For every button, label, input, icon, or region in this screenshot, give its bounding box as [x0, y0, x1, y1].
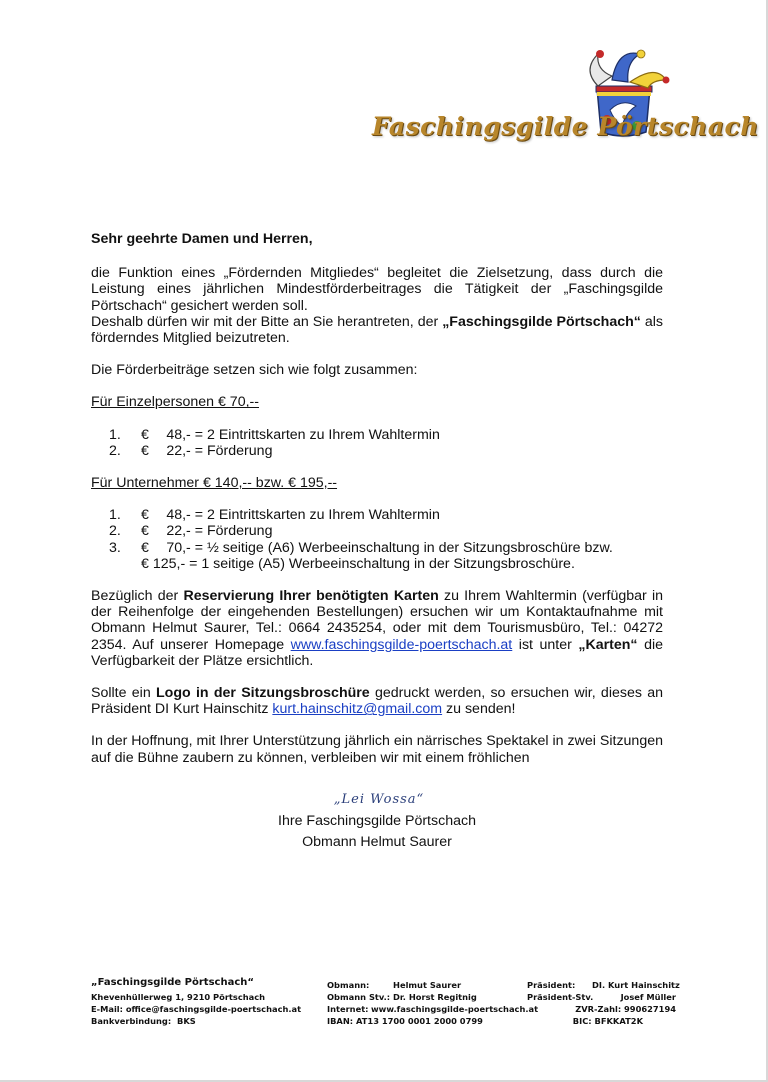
footer-praesident — [527, 979, 680, 991]
logo-request-text: gedruckt werden, so ersuchen wir, dieses an Präsident DI Kurt Hainschitz — [91, 685, 664, 718]
footer-praesident-stv — [527, 991, 676, 1003]
logo-request-paragraph — [91, 685, 663, 717]
request-text: Deshalb dürfen wir mit der Bitte an Sie herantreten, der — [91, 313, 443, 330]
closing-paragraph: In der Hoffnung, mit Ihrer Unterstützung jährlich ein närrisches Spektakel in zwei Sitzungen auf die Bühne zaubern zu können, verbleiben wir mit einem fröhlichen — [91, 733, 663, 766]
logo-request-text: zu senden! — [442, 701, 516, 718]
item-currency: € — [141, 442, 149, 459]
list-item — [91, 523, 663, 539]
footer-praesident-label: Präsident: — [527, 980, 576, 990]
companies-heading: Für Unternehmer € 140,-- bzw. € 195,-- — [91, 475, 338, 492]
footer-zvr — [527, 1003, 676, 1015]
reservation-text: die Verfügbarkeit der Plätze ersichtlich. — [91, 636, 663, 669]
composition-line: Die Förderbeiträge setzen sich wie folgt zusammen: — [91, 362, 418, 379]
logo-request-text: Sollte ein — [91, 685, 156, 702]
reservation-text: zu Ihrem Wahltermin (verfügbar in der Reihenfolge der eingehenden Bestellungen) ersuchen wir um Kontaktaufnahme mit Obmann Helmut Saurer, Tel.: 0664 2435254, oder mit dem Tourismusbüro, Tel.: 04272 2354. Auf unserer Homepage — [91, 588, 663, 653]
list-item — [91, 507, 663, 523]
reservation-text: ist unter — [512, 636, 579, 653]
footer-internet — [327, 1003, 538, 1015]
item-text: Förderung — [207, 442, 273, 459]
item-amount: 22,- = — [166, 523, 203, 540]
item-currency: € — [141, 539, 149, 556]
footer-internet-label: Internet: — [327, 1004, 369, 1014]
footer-bank-value: BKS — [177, 1016, 196, 1026]
logo — [360, 40, 759, 165]
list-item — [91, 443, 663, 459]
footer-address: Khevenhüllerweg 1, 9210 Pörtschach — [91, 992, 266, 1002]
footer-org-column — [91, 977, 301, 1027]
request-text-end: als förderndes Mitglied beizutreten. — [91, 313, 663, 347]
jester-hat-icon — [360, 40, 759, 165]
intro-paragraph: die Funktion eines „Fördernden Mitgliedes“ begleitet die Zielsetzung, dass durch die Leistung eines jährlichen Mindestförderbeitrages die Tätigkeit der „Faschingsgilde Pörtschach“ gesichert werden soll. — [91, 265, 663, 314]
reservation-paragraph — [91, 588, 663, 669]
footer-praesident-stv-label: Präsident-Stv. — [527, 992, 594, 1002]
email-link[interactable]: kurt.hainschitz@gmail.com — [272, 701, 443, 718]
footer-internet-value: www.faschingsgilde-poertschach.at — [371, 1004, 539, 1014]
item-number: 1. — [109, 507, 121, 524]
item-text: 2 Eintrittskarten zu Ihrem Wahltermin — [207, 426, 440, 443]
footer-board-column — [527, 979, 680, 1027]
item-number: 3. — [109, 539, 121, 556]
footer-obmann-stv-value: Dr. Horst Regitnig — [393, 992, 477, 1002]
footer-obmann — [327, 979, 538, 991]
item-currency: € — [141, 426, 149, 443]
footer-bank — [91, 1015, 301, 1027]
signature-script: „Lei Wossa“ — [333, 791, 425, 807]
request-org-name: „Faschingsgilde Pörtschach“ — [442, 313, 641, 330]
reservation-text: Bezüglich der — [91, 588, 184, 605]
item-text: 2 Eintrittskarten zu Ihrem Wahltermin — [207, 507, 440, 524]
list-item — [91, 427, 663, 443]
logo-request-highlight: Logo in der Sitzungsbroschüre — [156, 685, 370, 702]
item-currency: € — [141, 523, 149, 540]
item-amount: 70,- = — [166, 539, 203, 556]
individuals-heading: Für Einzelpersonen € 70,-- — [91, 394, 259, 411]
item-number: 2. — [109, 523, 121, 540]
letter-body — [91, 231, 663, 850]
item-amount: 48,- = — [166, 426, 203, 443]
reservation-highlight: Reservierung Ihrer benötigten Karten — [183, 588, 439, 605]
item-amount: 48,- = — [166, 507, 203, 524]
footer-praesident-value: DI. Kurt Hainschitz — [592, 980, 680, 990]
footer-iban: IBAN: AT13 1700 0001 2000 0799 — [327, 1016, 483, 1026]
footer-bic-value: BIC: BFKKAT2K — [572, 1016, 643, 1026]
karten-highlight: „Karten“ — [578, 636, 638, 653]
list-item — [91, 540, 663, 556]
item-number: 1. — [109, 426, 121, 443]
footer-praesident-stv-value: Josef Müller — [620, 992, 676, 1002]
item-number: 2. — [109, 442, 121, 459]
signoff-line-2: Obmann Helmut Saurer — [302, 834, 452, 851]
footer-obmann-label: Obmann: — [327, 980, 370, 990]
footer-email: E-Mail: office@faschingsgilde-poertschach.at — [91, 1004, 302, 1014]
footer-bank-label: Bankverbindung: — [91, 1016, 172, 1026]
footer-obmann-stv-label: Obmann Stv.: — [327, 992, 391, 1002]
footer-obmann-stv — [327, 991, 538, 1003]
footer-obmann-value: Helmut Saurer — [393, 980, 462, 990]
homepage-link[interactable]: www.faschingsgilde-poertschach.at — [290, 636, 513, 653]
logo-wordmark: Faschingsgilde Pörtschach — [372, 112, 759, 141]
item-amount: 22,- = — [166, 442, 203, 459]
footer-org-name: „Faschingsgilde Pörtschach“ — [91, 977, 254, 988]
companies-extra-line: € 125,- = 1 seitige (A5) Werbeeinschaltung in der Sitzungsbroschüre. — [141, 555, 575, 572]
footer-zvr-value: ZVR-Zahl: 990627194 — [575, 1004, 676, 1014]
individuals-list — [91, 427, 663, 459]
item-text: ½ seitige (A6) Werbeeinschaltung in der Sitzungsbroschüre bzw. — [207, 539, 613, 556]
companies-list — [91, 507, 663, 556]
signoff-line-1: Ihre Faschingsgilde Pörtschach — [278, 813, 476, 830]
footer-contact-column — [327, 979, 538, 1027]
item-text: Förderung — [207, 523, 273, 540]
request-paragraph — [91, 314, 663, 346]
item-currency: € — [141, 507, 149, 524]
footer-bic — [527, 1015, 676, 1027]
salutation: Sehr geehrte Damen und Herren, — [91, 231, 313, 247]
